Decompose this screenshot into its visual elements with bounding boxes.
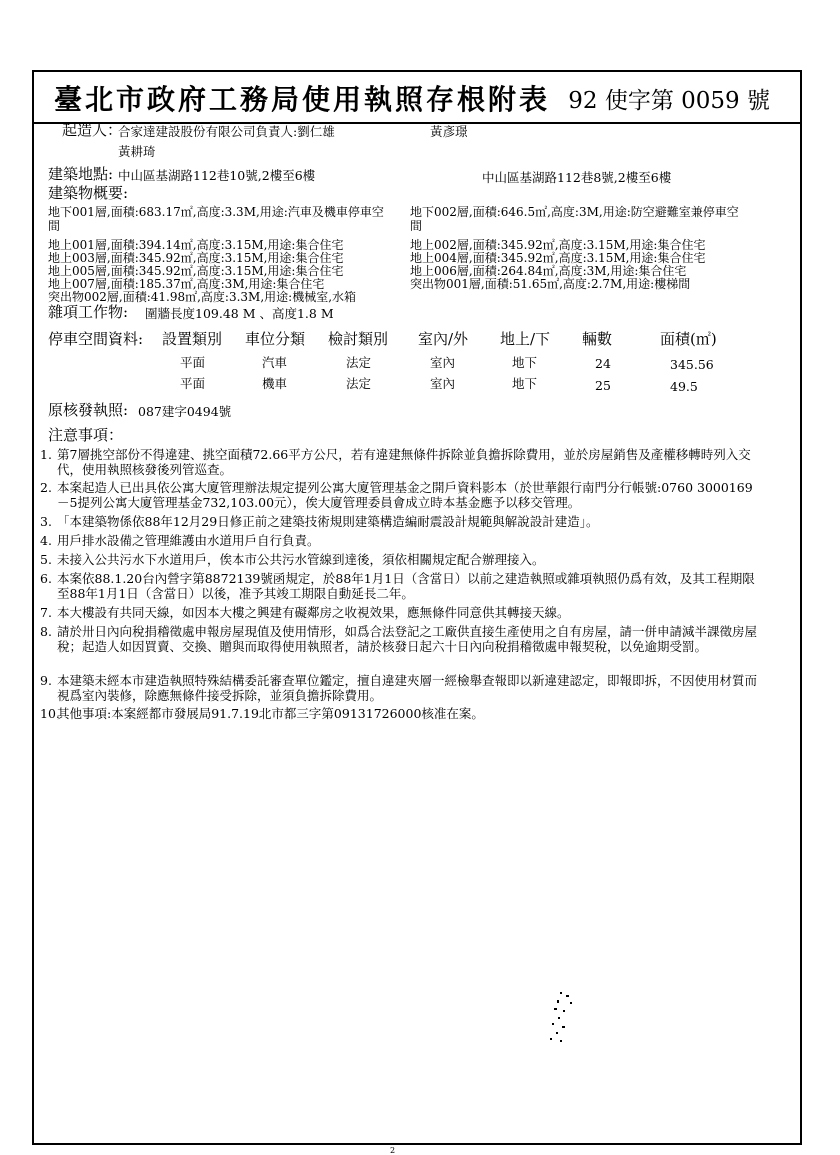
parking-cell: 汽車	[262, 355, 288, 370]
parking-header: 檢討類別	[328, 330, 389, 348]
notes-label: 注意事項：	[48, 426, 124, 444]
note-item	[40, 571, 757, 601]
overview-row-right: 地下002層,面積:646.5㎡,高度:3M,用途:防空避難室兼停車空	[410, 205, 739, 219]
note-text: 本案依88.1.20台內營字第8872139號函規定，於88年1月1日（含當日）以前之建造執照或雜項執照仍爲有效，及其工程期限至88年1月1日（含當日）以後，准予其竣工期限自動延長二年。	[57, 571, 755, 601]
note-number: 7.	[40, 605, 52, 620]
parking-cell: 機車	[262, 376, 288, 391]
note-item	[40, 514, 757, 529]
overview-row-left: 突出物002層,面積:41.98㎡,高度:3.3M,用途:機械室,水箱	[48, 290, 357, 304]
parking-cell: 49.5	[670, 379, 698, 394]
overview-row-left: 地下001層,面積:683.17㎡,高度:3.3M,用途:汽車及機車停車空	[48, 205, 384, 219]
note-number: 1.	[40, 447, 52, 462]
parking-header: 地上/下	[500, 330, 551, 348]
note-number: 4.	[40, 533, 52, 548]
note-text: 用戶排水設備之管理維護由水道用戶自行負責。	[57, 533, 320, 548]
note-text: 第7層挑空部份不得違建、挑空面積72.66平方公尺，若有違建無條件拆除並負擔拆除費用，並於房屋銷售及產權移轉時列入交代，使用執照核發後列管巡查。	[57, 447, 751, 477]
original-permit-value: 087建字0494號	[138, 404, 232, 419]
permit-number: 92 使字第 0059 號	[568, 88, 770, 114]
overview-row-right: 間	[410, 219, 423, 233]
page-number: 2	[390, 1146, 396, 1155]
overview-row-right: 突出物001層,面積:51.65㎡,高度:2.7M,用途:樓梯間	[410, 277, 691, 291]
note-item	[40, 552, 757, 567]
note-number: 2.	[40, 480, 52, 495]
note-text: 請於卅日內向稅捐稽徵處申報房屋現值及使用情形，如爲合法登記之工廠供直接生產使用之自有房屋，請一併申請減半課徵房屋稅；起造人如因買賣、交換、贈與而取得使用執照者，請於核發日起六十日內向稅捐稽徵處申報契稅，以免逾期受罰。	[57, 624, 758, 654]
overview-row-left: 地上003層,面積:345.92㎡,高度:3.15M,用途:集合住宅	[48, 251, 344, 265]
parking-header: 室內/外	[418, 330, 469, 348]
parking-cell: 地下	[512, 376, 538, 391]
overview-row-left: 地上001層,面積:394.14㎡,高度:3.15M,用途:集合住宅	[48, 238, 344, 252]
parking-header: 車位分類	[245, 330, 306, 348]
builder-company: 合家達建設股份有限公司負責人:劉仁雄	[118, 124, 335, 139]
note-item	[40, 605, 757, 620]
overview-row-right: 地上006層,面積:264.84㎡,高度:3M,用途:集合住宅	[410, 264, 687, 278]
overview-row-left: 地上007層,面積:185.37㎡,高度:3M,用途:集合住宅	[48, 277, 325, 291]
note-text: 本大樓設有共同天線，如因本大樓之興建有礙鄰房之收視效果，應無條件同意供其轉接天線。	[57, 605, 570, 620]
note-number: 5.	[40, 552, 52, 567]
parking-header: 輛數	[582, 330, 613, 348]
note-text: 未接入公共污水下水道用戶，俟本市公共污水管線到達後，須依相關規定配合辦理接入。	[57, 552, 545, 567]
note-item	[40, 533, 757, 548]
document-title: 臺北市政府工務局使用執照存根附表	[54, 83, 551, 116]
parking-header: 面積(㎡)	[660, 330, 717, 348]
parking-cell: 室內	[430, 376, 456, 391]
note-number: 10.	[40, 706, 60, 721]
address-value-1: 中山區基湖路112巷10號,2樓至6樓	[118, 168, 316, 183]
note-text: 「本建築物係依88年12月29日修正前之建築技術規則建築構造編耐震設計規範與解說設計建造」。	[57, 514, 599, 529]
address-label: 建築地點:	[48, 165, 114, 183]
note-text: 其他事項:本案經都市發展局91.7.19北市都三字第09131726000核准在案。	[57, 706, 484, 721]
note-text: 本案起造人已出具依公寓大廈管理辦法規定提列公寓大廈管理基金之開戶資料影本（於世華銀行南門分行帳號:0760 3000169－5提列公寓大廈管理基金732,103.00元），俟大廈管理委員會成立時本基金應予以移交管理。	[57, 480, 753, 510]
parking-cell: 法定	[346, 355, 372, 370]
parking-cell: 法定	[346, 376, 372, 391]
builder-name-3: 黃耕琦	[118, 144, 156, 159]
note-item	[40, 624, 758, 654]
overview-row-left: 間	[48, 219, 61, 233]
overview-label: 建築物概要:	[48, 184, 129, 202]
note-item	[40, 480, 757, 510]
address-value-2: 中山區基湖路112巷8號,2樓至6樓	[482, 170, 672, 185]
parking-cell: 345.56	[670, 357, 714, 372]
overview-row-right: 地上002層,面積:345.92㎡,高度:3.15M,用途:集合住宅	[410, 238, 706, 252]
misc-value: 圍牆長度109.48 M 、高度1.8 M	[145, 306, 334, 321]
overview-row-right: 地上004層,面積:345.92㎡,高度:3.15M,用途:集合住宅	[410, 251, 706, 265]
misc-label: 雜項工作物:	[48, 303, 129, 321]
parking-header: 設置類別	[162, 330, 223, 348]
note-item	[40, 706, 757, 721]
note-number: 3.	[40, 514, 52, 529]
parking-cell: 平面	[180, 355, 206, 370]
parking-cell: 平面	[180, 376, 206, 391]
note-item	[40, 447, 757, 477]
parking-label: 停車空間資料:	[48, 330, 144, 348]
note-text: 本建築未經本市建造執照特殊結構委託審查單位鑑定，擅自違建夾層一經檢舉查報即以新違建認定，即報即拆，不因使用材質而視爲室內裝修，除應無條件接受拆除，並須負擔拆除費用。	[57, 673, 758, 703]
note-number: 8.	[40, 624, 52, 639]
note-number: 6.	[40, 571, 52, 586]
parking-cell: 24	[595, 356, 611, 371]
builder-name-2: 黃彥璟	[430, 124, 468, 139]
original-permit-label: 原核發執照:	[48, 401, 129, 419]
builder-label: 起造人：	[62, 121, 123, 139]
document-header	[34, 72, 800, 124]
overview-row-left: 地上005層,面積:345.92㎡,高度:3.15M,用途:集合住宅	[48, 264, 344, 278]
note-number: 9.	[40, 673, 52, 688]
scan-speck	[548, 990, 588, 1045]
parking-cell: 25	[595, 378, 611, 393]
parking-cell: 地下	[512, 355, 538, 370]
note-item	[40, 673, 758, 703]
parking-cell: 室內	[430, 355, 456, 370]
